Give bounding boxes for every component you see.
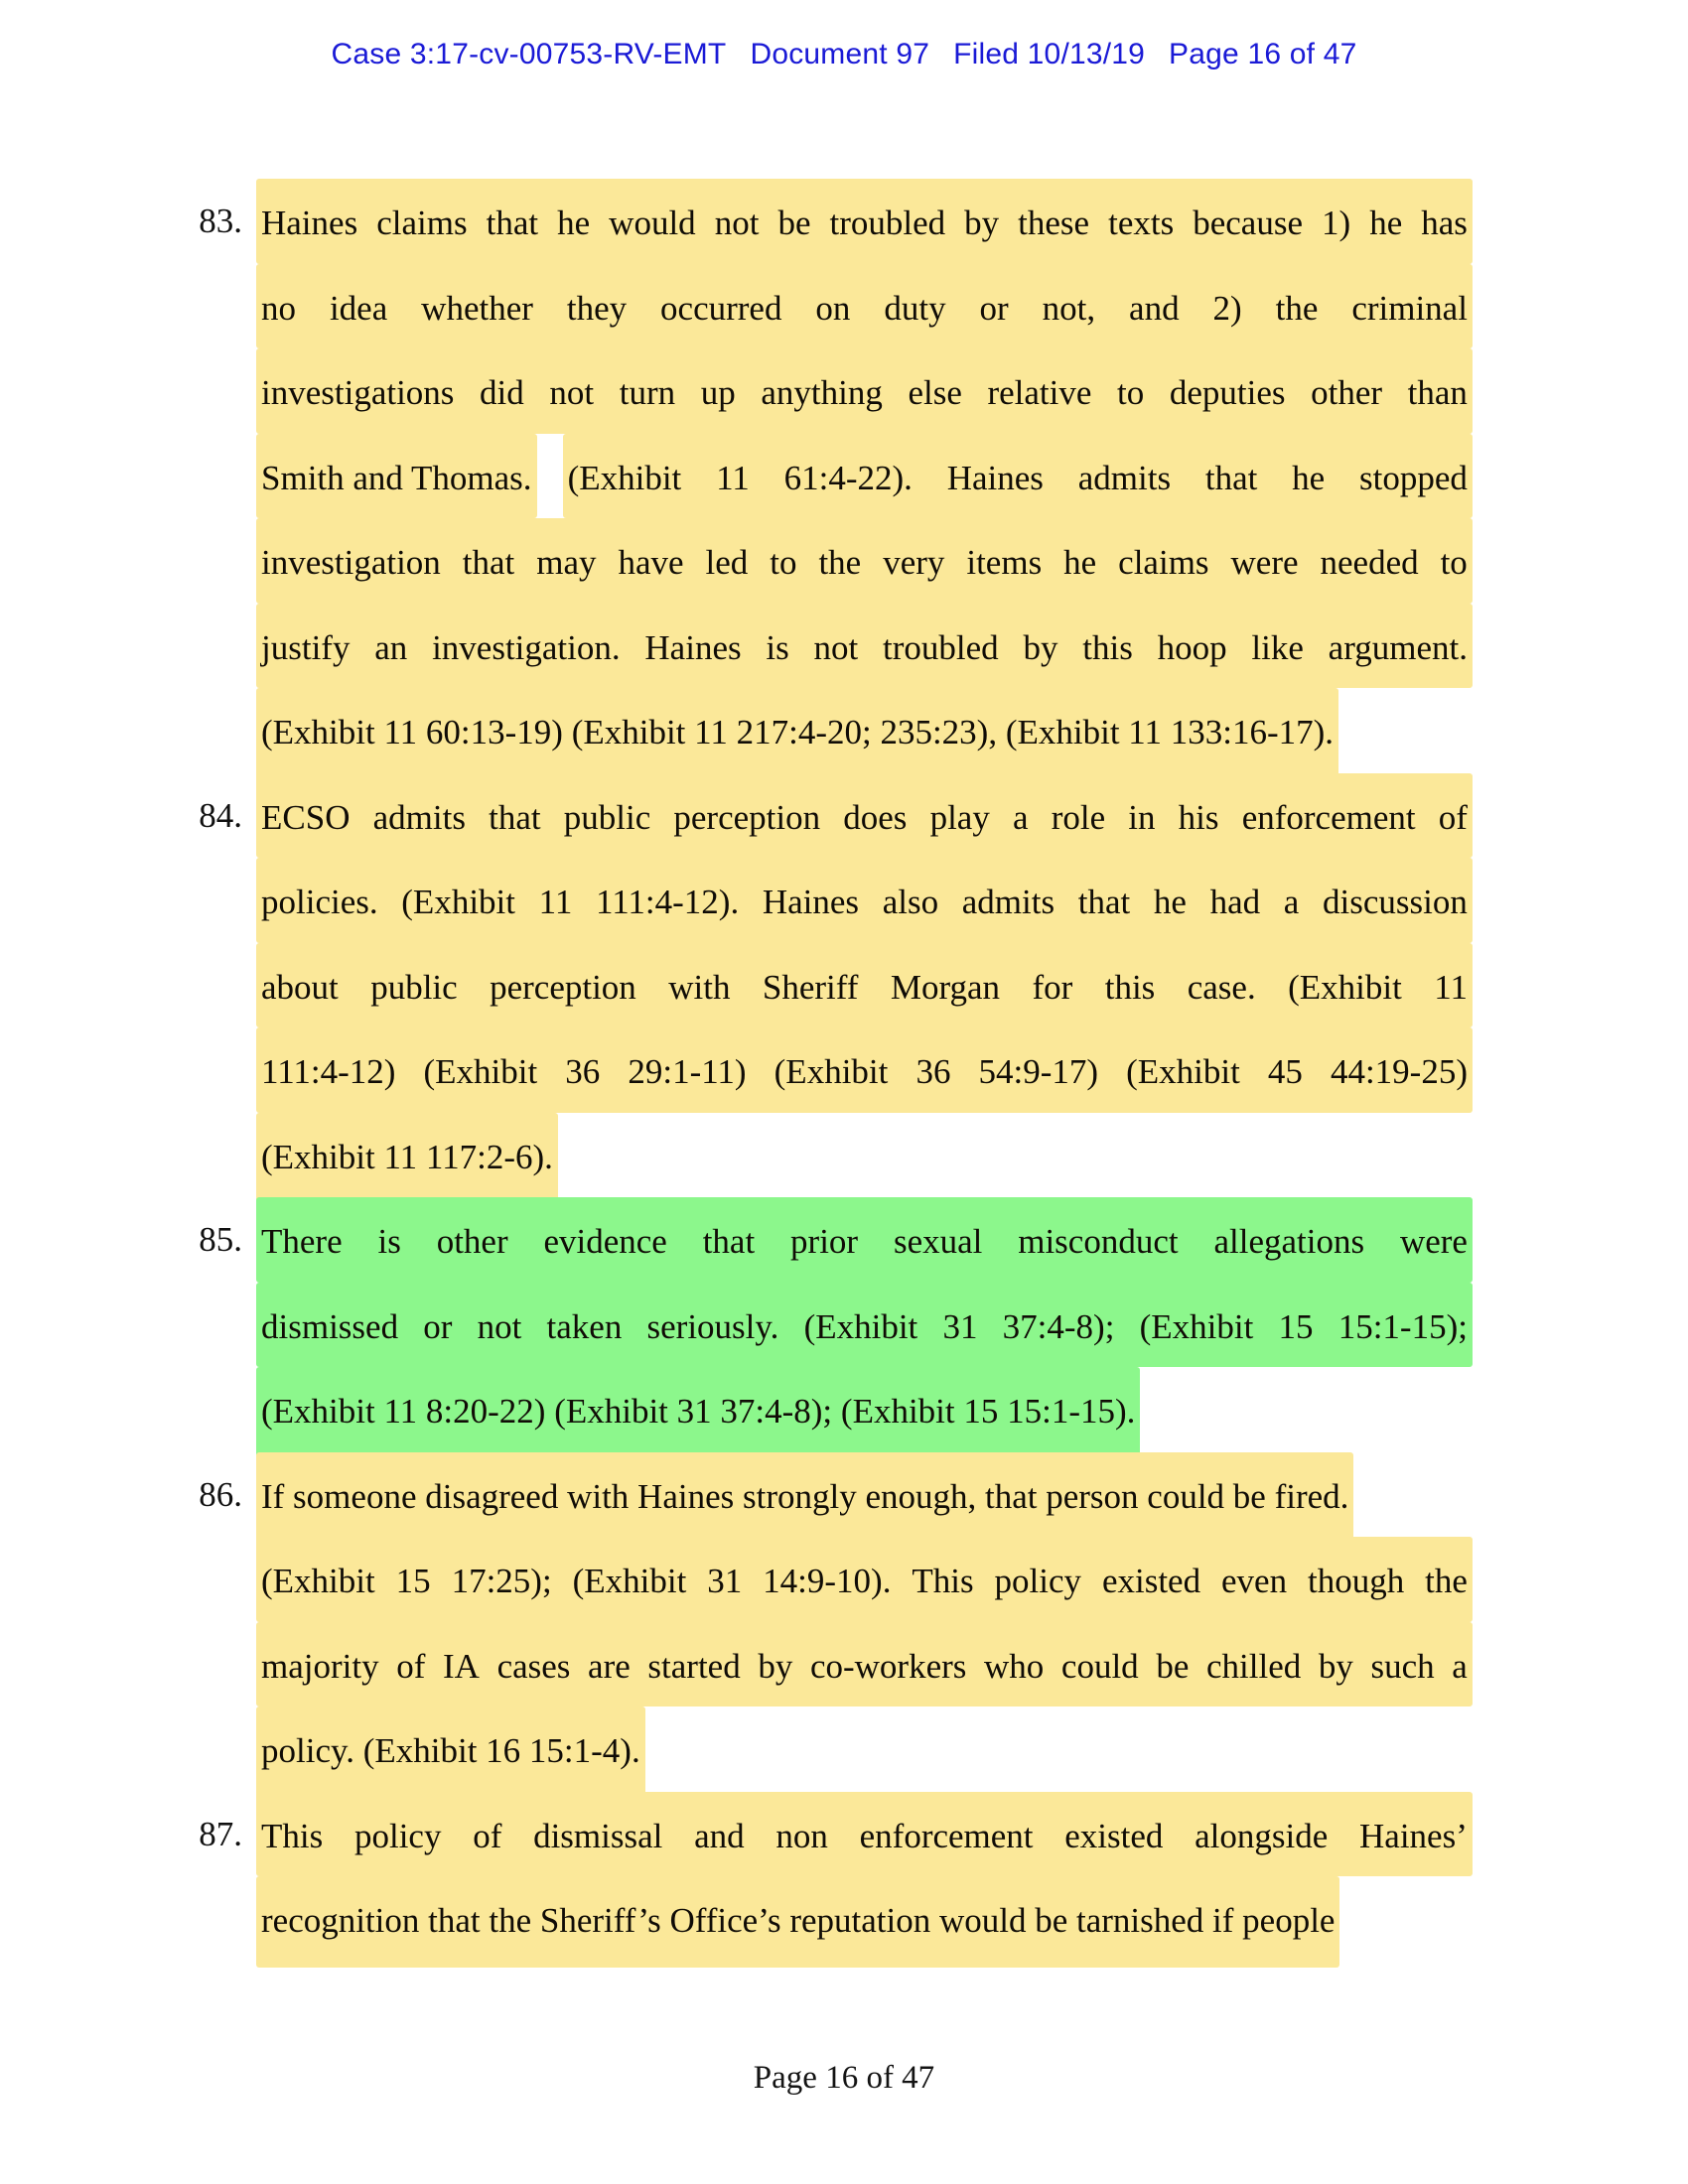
word: else xyxy=(908,373,962,412)
highlighted-text-run xyxy=(256,1792,1473,1877)
word: (Exhibit xyxy=(1126,1052,1240,1091)
word: Haines xyxy=(762,883,860,921)
word: investigations xyxy=(261,373,455,412)
paragraph-lines xyxy=(256,1452,1473,1792)
word: no xyxy=(261,288,296,328)
word: This xyxy=(912,1562,974,1600)
highlighted-text-run xyxy=(256,858,1473,943)
paragraph-number: 85. xyxy=(199,1220,242,1259)
word: policy xyxy=(353,1816,442,1855)
word: argument. xyxy=(1328,627,1468,667)
word: 36 xyxy=(565,1052,601,1091)
word: (Exhibit xyxy=(1139,1306,1254,1346)
word: co-workers xyxy=(809,1646,967,1686)
word: sexual xyxy=(893,1222,983,1261)
word: IA xyxy=(443,1646,480,1686)
word: did xyxy=(480,373,524,412)
word: by xyxy=(964,204,1000,242)
word: play xyxy=(929,797,990,837)
paragraph-line xyxy=(256,688,1473,773)
highlighted-text-run xyxy=(256,604,1473,689)
word: occurred xyxy=(660,288,782,328)
word: case. xyxy=(1187,967,1256,1007)
paragraph-line xyxy=(256,1027,1473,1113)
word: he xyxy=(1153,883,1187,921)
word: majority xyxy=(261,1646,379,1686)
highlighted-text-run xyxy=(256,1027,1473,1113)
word: 15 xyxy=(1278,1306,1314,1346)
word: could xyxy=(1060,1646,1139,1686)
word: of xyxy=(396,1646,426,1686)
word: 14:9-10). xyxy=(763,1562,892,1600)
ecf-filing-stamp xyxy=(0,38,1688,71)
word: 17:25); xyxy=(451,1562,552,1600)
word: not xyxy=(714,204,760,242)
word: is xyxy=(377,1222,401,1261)
word: enforcement xyxy=(1241,797,1416,837)
word: investigation. xyxy=(432,627,621,667)
word: prior xyxy=(790,1222,859,1261)
document-body xyxy=(185,179,1476,1962)
highlighted-text-run xyxy=(256,348,1473,434)
word: (Exhibit xyxy=(261,1562,375,1600)
word: chilled xyxy=(1205,1646,1302,1686)
word: that xyxy=(489,797,541,837)
word: 111:4-12) xyxy=(261,1052,396,1091)
paragraph-line xyxy=(256,1706,1473,1792)
word: seriously. xyxy=(646,1306,779,1346)
word: a xyxy=(1452,1646,1468,1686)
word: policy xyxy=(994,1562,1082,1600)
word: (Exhibit xyxy=(572,1562,687,1600)
paragraph-line xyxy=(256,1876,1473,1962)
word: (Exhibit xyxy=(774,1052,889,1091)
word: other xyxy=(436,1222,508,1261)
word: that xyxy=(1204,458,1258,497)
paragraph-line xyxy=(256,179,1473,264)
word: troubled xyxy=(883,627,999,667)
word: the xyxy=(818,543,862,582)
word: these xyxy=(1018,204,1090,242)
highlighted-text-run xyxy=(256,264,1473,349)
word: 31 xyxy=(942,1306,978,1346)
page-footer: Page 16 of 47 xyxy=(753,2060,935,2096)
highlighted-text-run: recognition that the Sheriff’s Office’s reputation would be tarnished if people xyxy=(256,1876,1339,1968)
word: evidence xyxy=(543,1222,667,1261)
word: not xyxy=(813,627,859,667)
word: he xyxy=(1292,458,1326,497)
word: 15 xyxy=(395,1562,431,1600)
word: to xyxy=(770,543,797,582)
word: 11 xyxy=(1434,967,1468,1007)
paragraph-line xyxy=(256,1197,1473,1283)
paragraph-line xyxy=(256,264,1473,349)
word: has xyxy=(1421,204,1468,242)
word: Haines’ xyxy=(1359,1816,1468,1855)
word: (Exhibit xyxy=(567,458,682,497)
word: public xyxy=(370,967,458,1007)
word: whether xyxy=(421,288,533,328)
word: existed xyxy=(1064,1816,1164,1855)
word: not, xyxy=(1042,288,1096,328)
paragraph-line xyxy=(256,1113,1473,1198)
word: enforcement xyxy=(859,1816,1034,1855)
word: of xyxy=(1438,797,1468,837)
word: the xyxy=(1425,1562,1468,1600)
word: Morgan xyxy=(890,967,1001,1007)
word: have xyxy=(618,543,684,582)
ecf-case-number: Case 3:17-cv-00753-RV-EMT xyxy=(331,38,727,70)
paragraph-lines xyxy=(256,1792,1473,1962)
word: admits xyxy=(961,883,1055,921)
highlighted-text-run: (Exhibit 11 8:20-22) (Exhibit 31 37:4-8); (Exhibit 15 15:1-15). xyxy=(256,1367,1140,1458)
word: be xyxy=(777,204,811,242)
highlighted-text-run: If someone disagreed with Haines strongly enough, that person could be fired. xyxy=(256,1452,1353,1544)
highlighted-text-run xyxy=(256,1537,1473,1622)
highlighted-text-run xyxy=(256,518,1473,604)
paragraph-line xyxy=(256,1537,1473,1622)
paragraph-lines xyxy=(256,179,1473,773)
word: dismissed xyxy=(261,1306,399,1346)
word: idea xyxy=(329,288,388,328)
word: does xyxy=(843,797,908,837)
word: he xyxy=(557,204,591,242)
word: items xyxy=(966,543,1043,582)
numbered-paragraph xyxy=(185,1452,1476,1792)
word: for xyxy=(1032,967,1073,1007)
word: claims xyxy=(1118,543,1209,582)
paragraph-line xyxy=(256,943,1473,1028)
highlighted-text-run: (Exhibit 11 60:13-19) (Exhibit 11 217:4-20; 235:23), (Exhibit 11 133:16-17). xyxy=(256,688,1338,779)
word: or xyxy=(423,1306,453,1346)
ecf-document-number: Document 97 xyxy=(750,38,930,70)
word: public xyxy=(563,797,651,837)
word: are xyxy=(588,1646,631,1686)
word: and xyxy=(694,1816,745,1855)
word: led xyxy=(705,543,749,582)
word: would xyxy=(609,204,696,242)
word: not xyxy=(477,1306,522,1346)
word: they xyxy=(566,288,628,328)
word: There xyxy=(261,1222,343,1261)
word: that xyxy=(486,204,539,242)
word: (Exhibit xyxy=(423,1052,538,1091)
word: his xyxy=(1178,797,1219,837)
word: or xyxy=(979,288,1009,328)
paragraph-line xyxy=(256,518,1473,604)
word: by xyxy=(758,1646,793,1686)
word: is xyxy=(766,627,789,667)
word: 29:1-11) xyxy=(628,1052,747,1091)
word: Haines xyxy=(946,458,1044,497)
word: not xyxy=(549,373,595,412)
word: texts xyxy=(1108,204,1175,242)
highlighted-text-run: Smith and Thomas. xyxy=(256,434,537,519)
word: other xyxy=(1311,373,1383,412)
word: with xyxy=(668,967,731,1007)
word: that xyxy=(462,543,515,582)
numbered-paragraph xyxy=(185,1792,1476,1962)
word: 37:4-8); xyxy=(1002,1306,1115,1346)
word: this xyxy=(1104,967,1156,1007)
word: by xyxy=(1023,627,1058,667)
word: about xyxy=(261,967,339,1007)
word: may xyxy=(536,543,597,582)
word: because xyxy=(1193,204,1303,242)
paragraph-line xyxy=(256,1452,1473,1538)
word: even xyxy=(1221,1562,1288,1600)
word: than xyxy=(1407,373,1468,412)
word: that xyxy=(1077,883,1131,921)
word: 11 xyxy=(538,883,573,921)
word: perception xyxy=(673,797,821,837)
word: a xyxy=(1013,797,1029,837)
paragraph-number: 87. xyxy=(199,1814,242,1853)
word: though xyxy=(1308,1562,1405,1600)
word: of xyxy=(473,1816,502,1855)
word: allegations xyxy=(1213,1222,1365,1261)
paragraph-line xyxy=(256,348,1473,434)
word: Sheriff xyxy=(762,967,859,1007)
highlighted-text-run xyxy=(256,1283,1473,1368)
word: 111:4-12). xyxy=(596,883,740,921)
word: he xyxy=(1063,543,1097,582)
highlighted-text-run xyxy=(256,1197,1473,1283)
word: discussion xyxy=(1323,883,1468,921)
word: 44:19-25) xyxy=(1330,1052,1468,1091)
word: stopped xyxy=(1359,458,1468,497)
word: in xyxy=(1128,797,1156,837)
word: on xyxy=(815,288,851,328)
word: misconduct xyxy=(1018,1222,1179,1261)
word: cases xyxy=(496,1646,571,1686)
highlighted-text-run xyxy=(563,434,1473,519)
word: very xyxy=(883,543,945,582)
word: This xyxy=(261,1816,324,1855)
word: 45 xyxy=(1267,1052,1303,1091)
word: up xyxy=(700,373,736,412)
word: be xyxy=(1156,1646,1190,1686)
paragraph-line xyxy=(256,1792,1473,1877)
word: 61:4-22). xyxy=(783,458,913,497)
highlighted-text-run xyxy=(256,943,1473,1028)
word: (Exhibit xyxy=(1288,967,1402,1007)
paragraph-line xyxy=(256,858,1473,943)
paragraph-number: 84. xyxy=(199,795,242,835)
word: dismissal xyxy=(533,1816,663,1855)
word: hoop xyxy=(1157,627,1227,667)
word: started xyxy=(647,1646,741,1686)
word: and xyxy=(1129,288,1180,328)
word: this xyxy=(1082,627,1133,667)
word: ECSO xyxy=(261,797,351,837)
word: 1) xyxy=(1322,204,1351,242)
word: (Exhibit xyxy=(803,1306,918,1346)
paragraph-number: 83. xyxy=(199,202,242,240)
word: (Exhibit xyxy=(401,883,515,921)
word: a xyxy=(1283,883,1300,921)
word: admits xyxy=(1077,458,1172,497)
word: duty xyxy=(884,288,946,328)
word: non xyxy=(775,1816,828,1855)
word: had xyxy=(1209,883,1261,921)
word: relative xyxy=(987,373,1092,412)
word: 15:1-15); xyxy=(1337,1306,1468,1346)
paragraph-lines xyxy=(256,1197,1473,1452)
word: policies. xyxy=(261,883,378,921)
word: 2) xyxy=(1212,288,1242,328)
word: that xyxy=(702,1222,756,1261)
paragraph-line xyxy=(256,773,1473,859)
word: also xyxy=(882,883,939,921)
word: deputies xyxy=(1169,373,1286,412)
paragraph-line xyxy=(256,604,1473,689)
highlighted-text-run xyxy=(256,179,1473,264)
word: by xyxy=(1318,1646,1353,1686)
numbered-paragraph xyxy=(185,179,1476,773)
word: needed xyxy=(1320,543,1419,582)
word: criminal xyxy=(1351,288,1468,328)
word: he xyxy=(1369,204,1403,242)
word: an xyxy=(374,627,408,667)
highlighted-text-run xyxy=(256,1622,1473,1707)
word: perception xyxy=(490,967,636,1007)
word: to xyxy=(1117,373,1145,412)
highlighted-text-run: policy. (Exhibit 16 15:1-4). xyxy=(256,1706,645,1798)
word: anything xyxy=(761,373,883,412)
word: existed xyxy=(1101,1562,1201,1600)
numbered-paragraph xyxy=(185,1197,1476,1452)
word: 54:9-17) xyxy=(978,1052,1099,1091)
highlighted-text-run: (Exhibit 11 117:2-6). xyxy=(256,1113,558,1204)
word: turn xyxy=(619,373,676,412)
word: claims xyxy=(376,204,468,242)
word: 36 xyxy=(915,1052,951,1091)
word: were xyxy=(1399,1222,1468,1261)
word: investigation xyxy=(261,543,441,582)
word: the xyxy=(1275,288,1319,328)
ecf-page-indicator: Page 16 of 47 xyxy=(1169,38,1357,70)
word: admits xyxy=(372,797,466,837)
word: Haines xyxy=(644,627,742,667)
word: alongside xyxy=(1195,1816,1329,1855)
paragraph-line xyxy=(256,1622,1473,1707)
paragraph-line xyxy=(256,434,1473,519)
word: taken xyxy=(546,1306,623,1346)
word: Haines xyxy=(261,204,358,242)
word: such xyxy=(1370,1646,1435,1686)
word: who xyxy=(984,1646,1045,1686)
word: 11 xyxy=(716,458,750,497)
paragraph-number: 86. xyxy=(199,1474,242,1514)
ecf-filed-date: Filed 10/13/19 xyxy=(953,38,1146,70)
word: to xyxy=(1440,543,1468,582)
word: like xyxy=(1251,627,1304,667)
paragraph-line xyxy=(256,1283,1473,1368)
paragraph-lines xyxy=(256,773,1473,1198)
word: role xyxy=(1051,797,1106,837)
word: justify xyxy=(261,627,351,667)
numbered-paragraph xyxy=(185,773,1476,1198)
word: troubled xyxy=(829,204,946,242)
word: 31 xyxy=(707,1562,743,1600)
word: were xyxy=(1230,543,1299,582)
paragraph-line xyxy=(256,1367,1473,1452)
highlighted-text-run xyxy=(256,773,1473,859)
